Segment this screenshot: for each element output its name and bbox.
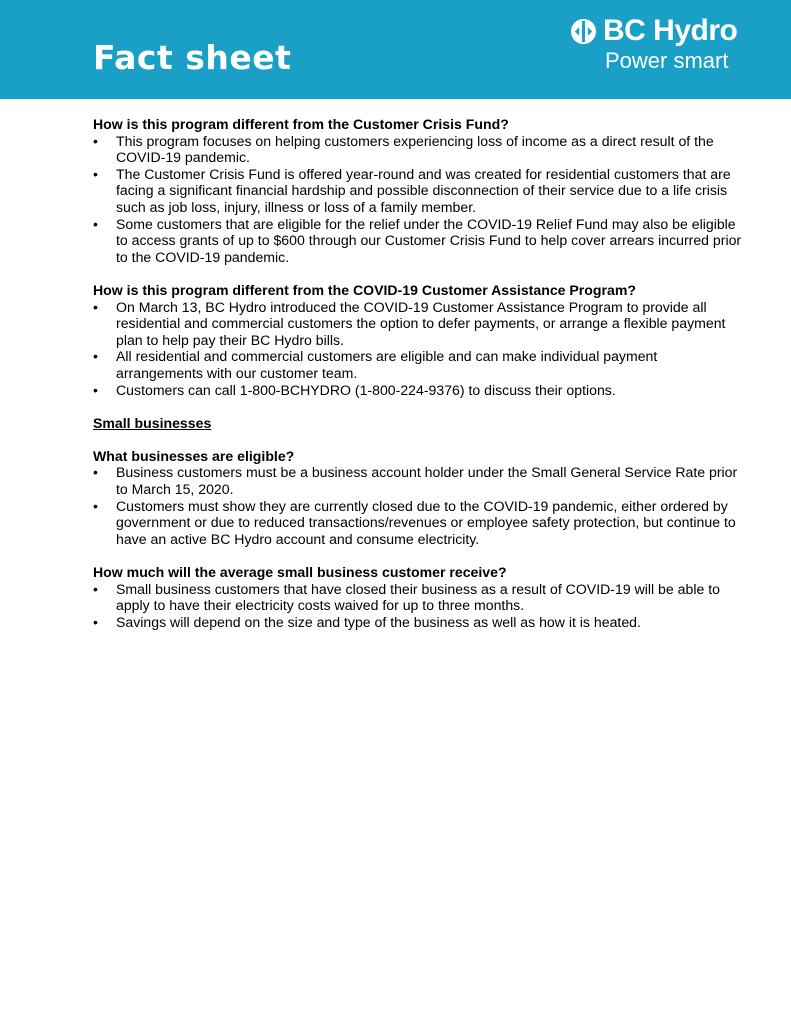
bc-hydro-logo [570, 14, 750, 74]
bullet-icon: • [93, 348, 98, 365]
list-item: • The Customer Crisis Fund is offered year-round and was created for residential customers that are facing a significant financial hardship and possible disconnection of their service due to a life crisis such as job loss, injury, illness or loss of a family member. [93, 165, 731, 215]
bullet-icon: • [93, 613, 98, 630]
list-item: • All residential and commercial customers are eligible and can make individual payment arrangements with our customer team. [93, 348, 658, 381]
bullet-list [93, 581, 745, 631]
list-item: • Business customers must be a business account holder under the Small General Service Rate prior to March 15, 2020. [93, 464, 738, 498]
section-question: How is this program different from the Customer Crisis Fund? [93, 116, 509, 132]
list-item: • Small business customers that have closed their business as a result of COVID-19 will be able to apply to have their electricity costs waived for up to three months. [93, 580, 720, 614]
bullet-icon: • [93, 381, 98, 398]
bullet-icon: • [93, 132, 98, 149]
header-banner [0, 0, 791, 99]
bullet-icon: • [93, 497, 98, 514]
section-question: What businesses are eligible? [93, 447, 295, 464]
bullet-icon: • [93, 165, 98, 182]
logo-name: BC Hydro [603, 14, 738, 47]
section-question: How much will the average small business customer receive? [93, 564, 507, 581]
bullet-icon: • [93, 298, 98, 315]
bullet-icon: • [93, 464, 98, 481]
bullet-list [93, 133, 745, 266]
bullet-list [93, 464, 745, 547]
list-item: • This program focuses on helping customers experiencing loss of income as a direct result of the COVID-19 pandemic. [93, 132, 714, 166]
section-heading: Small businesses [93, 414, 212, 431]
list-item: • Customers can call 1-800-BCHYDRO (1-800-224-9376) to discuss their options. [93, 381, 616, 398]
bullet-icon: • [93, 215, 98, 232]
section-question: How is this program different from the COVID-19 Customer Assistance Program? [93, 281, 636, 298]
bullet-icon: • [93, 580, 98, 597]
list-item: • Savings will depend on the size and type of the business as well as how it is heated. [93, 613, 641, 630]
list-item: • On March 13, BC Hydro introduced the COVID-19 Customer Assistance Program to provide all residential and commercial customers the option to defer payments, or arrange a flexible payment plan to help pay their BC Hydro bills. [93, 298, 726, 348]
list-item: • Customers must show they are currently closed due to the COVID-19 pandemic, either ordered by government or due to reduced transactions/revenues or employee safety protection, but continue to have an active BC Hydro account and consume electricity. [93, 497, 736, 547]
list-item: • Some customers that are eligible for the relief under the COVID-19 Relief Fund may also be eligible to access grants of up to $600 through our Customer Crisis Fund to help cover arrears incurred prior to the COVID-19 pandemic. [93, 215, 742, 265]
fact-sheet-body [93, 116, 745, 630]
logo-tagline: Power smart [605, 48, 729, 73]
lightning-logo-icon [570, 18, 597, 45]
bullet-list [93, 299, 745, 399]
page-title: Fact sheet [93, 38, 292, 77]
